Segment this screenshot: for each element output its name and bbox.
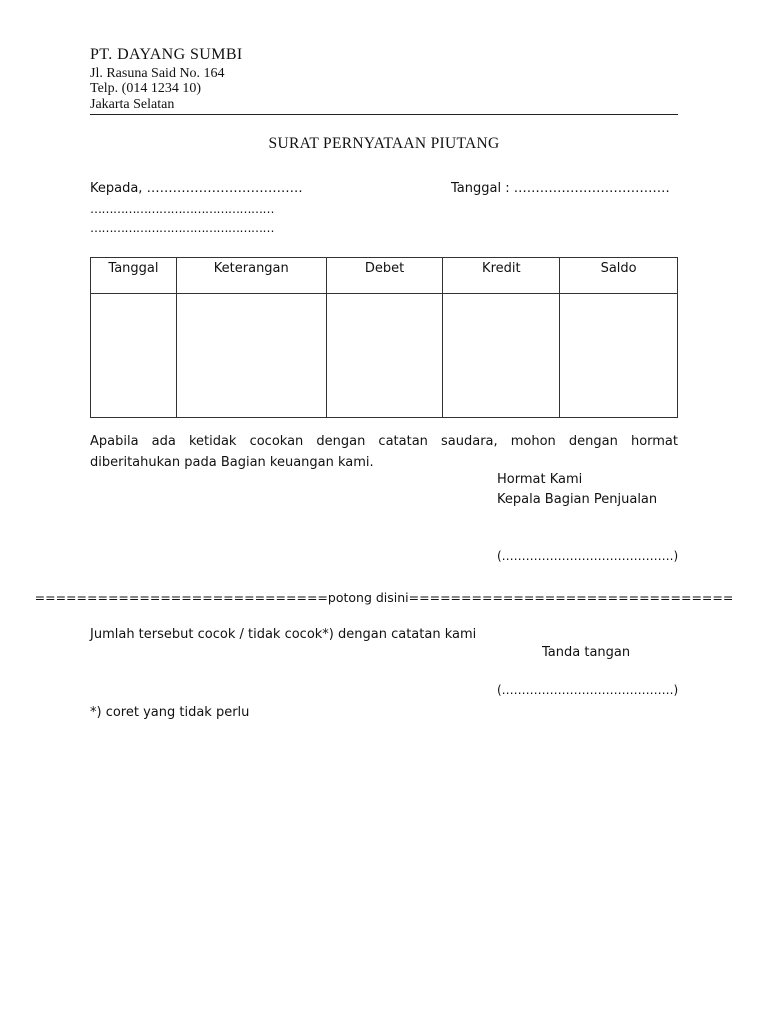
table-cell (560, 294, 678, 418)
recipient-address-line: ………………………………………… (90, 202, 274, 216)
signer-position: Kepala Bagian Penjualan (497, 492, 658, 507)
cut-line: ============================potong disini=============================== (34, 590, 734, 605)
table-header-row (91, 258, 678, 294)
footnote: *) coret yang tidak perlu (90, 705, 250, 720)
document-title: SURAT PERNYATAAN PIUTANG (268, 135, 500, 152)
recipient-address-line: ………………………………………… (90, 221, 274, 235)
table-cell (176, 294, 326, 418)
company-address: Jl. Rasuna Said No. 164 (90, 66, 225, 81)
recipient-field: Kepada, ……………………………… (90, 181, 303, 196)
header-divider (90, 114, 678, 115)
table-cell (91, 294, 177, 418)
table-cell (326, 294, 443, 418)
date-field: Tanggal : ……………………………… (451, 181, 670, 196)
column-header-tanggal: Tanggal (91, 258, 177, 294)
column-header-keterangan: Keterangan (176, 258, 326, 294)
body-paragraph: Apabila ada ketidak cocokan dengan catatan saudara, mohon dengan hormat diberitahukan pada Bagian keuangan kami. (90, 434, 678, 470)
column-header-saldo: Saldo (560, 258, 678, 294)
table-cell (443, 294, 560, 418)
closing-greeting: Hormat Kami (497, 472, 583, 487)
receivables-table (90, 257, 678, 418)
signature-label: Tanda tangan (542, 645, 631, 660)
signature-line: (…………………………………….) (497, 549, 679, 563)
column-header-kredit: Kredit (443, 258, 560, 294)
company-phone: Telp. (014 1234 10) (90, 81, 202, 96)
table-row (91, 294, 678, 418)
confirmation-statement: Jumlah tersebut cocok / tidak cocok*) dengan catatan kami (90, 627, 477, 642)
column-header-debet: Debet (326, 258, 443, 294)
company-city: Jakarta Selatan (90, 97, 175, 112)
company-name: PT. DAYANG SUMBI (90, 46, 243, 63)
signature-line: (…………………………………….) (497, 683, 679, 697)
